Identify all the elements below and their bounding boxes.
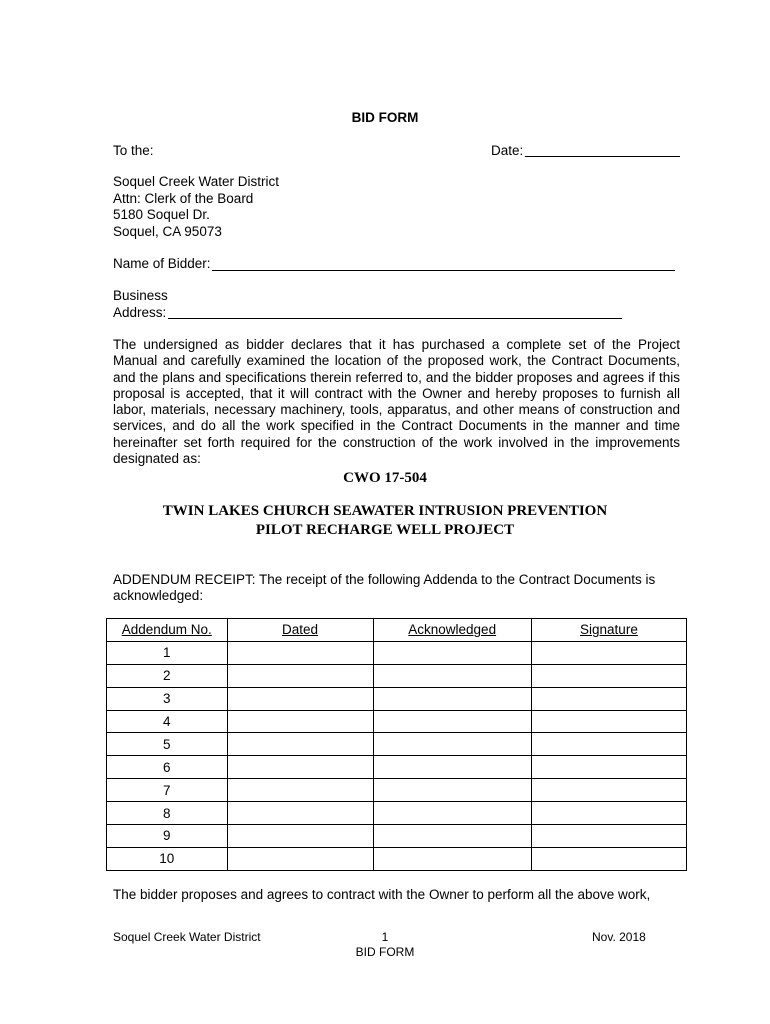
- dated-cell[interactable]: [227, 733, 373, 756]
- address-line-2: Attn: Clerk of the Board: [113, 190, 254, 206]
- acknowledged-cell[interactable]: [373, 802, 531, 825]
- dated-cell[interactable]: [227, 664, 373, 687]
- addendum-number: 3: [107, 687, 228, 710]
- signature-cell[interactable]: [531, 664, 686, 687]
- name-of-bidder-label: Name of Bidder:: [113, 256, 211, 271]
- header-signature: Signature: [531, 619, 686, 642]
- acknowledged-cell[interactable]: [373, 641, 531, 664]
- signature-cell[interactable]: [531, 710, 686, 733]
- acknowledged-cell[interactable]: [373, 687, 531, 710]
- addenda-table: [106, 618, 687, 871]
- footer-form-name: BID FORM: [355, 945, 415, 959]
- dated-cell[interactable]: [227, 710, 373, 733]
- addendum-number: 8: [107, 802, 228, 825]
- acknowledged-cell[interactable]: [373, 756, 531, 779]
- addendum-number: 4: [107, 710, 228, 733]
- addendum-number: 1: [107, 641, 228, 664]
- business-address-field[interactable]: [168, 318, 622, 319]
- address-line-4: Soquel, CA 95073: [113, 223, 222, 239]
- table-row: [107, 641, 687, 664]
- date-label: Date:: [491, 143, 524, 158]
- dated-cell[interactable]: [227, 847, 373, 870]
- table-row: [107, 756, 687, 779]
- signature-cell[interactable]: [531, 733, 686, 756]
- signature-cell[interactable]: [531, 779, 686, 802]
- signature-cell[interactable]: [531, 825, 686, 848]
- declaration-paragraph: The undersigned as bidder declares that it has purchased a complete set of the Project Manual and carefully examined the location of the proposed work, the Contract Documents, and the plans and specifications therein referred to, and the bidder proposes and agrees if this proposal is accepted, that it will contract with the Owner and hereby proposes to furnish all labor, materials, necessary machinery, tools, apparatus, and other means of construction and services, and do all the work specified in the Contract Documents in the manner and time hereinafter set forth required for the construction of the work involved in the improvements designated as:: [113, 337, 680, 467]
- addendum-receipt-text: ADDENDUM RECEIPT: The receipt of the following Addenda to the Contract Documents is acknowledged:: [113, 572, 656, 604]
- addendum-number: 7: [107, 779, 228, 802]
- table-row: [107, 664, 687, 687]
- signature-cell[interactable]: [531, 641, 686, 664]
- cwo-number: CWO 17-504: [343, 470, 427, 486]
- dated-cell[interactable]: [227, 779, 373, 802]
- acknowledged-cell[interactable]: [373, 825, 531, 848]
- addendum-number: 9: [107, 825, 228, 848]
- table-row: [107, 733, 687, 756]
- address-line-3: 5180 Soquel Dr.: [113, 207, 210, 222]
- addendum-number: 10: [107, 847, 228, 870]
- addendum-number: 5: [107, 733, 228, 756]
- addendum-number: 6: [107, 756, 228, 779]
- acknowledged-cell[interactable]: [373, 710, 531, 733]
- dated-cell[interactable]: [227, 641, 373, 664]
- table-row: [107, 825, 687, 848]
- dated-cell[interactable]: [227, 756, 373, 779]
- header-addendum-no: Addendum No.: [107, 619, 228, 642]
- project-title-line-2: PILOT RECHARGE WELL PROJECT: [255, 522, 515, 538]
- table-row: [107, 779, 687, 802]
- acknowledged-cell[interactable]: [373, 847, 531, 870]
- recipient-address: [113, 174, 279, 240]
- to-the-label: To the:: [113, 143, 154, 158]
- project-title-line-1: TWIN LAKES CHURCH SEAWATER INTRUSION PREVENTION: [162, 503, 608, 519]
- business-label: Business: [113, 288, 168, 303]
- date-field[interactable]: [525, 156, 680, 157]
- signature-cell[interactable]: [531, 687, 686, 710]
- signature-cell[interactable]: [531, 802, 686, 825]
- dated-cell[interactable]: [227, 802, 373, 825]
- addendum-number: 2: [107, 664, 228, 687]
- signature-cell[interactable]: [531, 756, 686, 779]
- acknowledged-cell[interactable]: [373, 779, 531, 802]
- footer-page-info: [0, 930, 770, 960]
- signature-cell[interactable]: [531, 847, 686, 870]
- table-row: [107, 687, 687, 710]
- footer-date: Nov. 2018: [592, 930, 646, 944]
- footer-organization: Soquel Creek Water District: [113, 930, 261, 944]
- header-dated: Dated: [227, 619, 373, 642]
- table-row: [107, 847, 687, 870]
- business-address-label: [113, 288, 168, 321]
- dated-cell[interactable]: [227, 825, 373, 848]
- table-row: [107, 710, 687, 733]
- closing-paragraph: The bidder proposes and agrees to contract with the Owner to perform all the above work,: [113, 887, 651, 902]
- dated-cell[interactable]: [227, 687, 373, 710]
- table-header-row: [107, 619, 687, 642]
- acknowledged-cell[interactable]: [373, 664, 531, 687]
- header-acknowledged: Acknowledged: [373, 619, 531, 642]
- address-line-1: Soquel Creek Water District: [113, 174, 280, 189]
- acknowledged-cell[interactable]: [373, 733, 531, 756]
- footer-page-number: 1: [381, 930, 389, 944]
- table-row: [107, 802, 687, 825]
- document-title: BID FORM: [351, 110, 419, 125]
- name-of-bidder-field[interactable]: [212, 270, 675, 271]
- address-label: Address:: [113, 304, 167, 320]
